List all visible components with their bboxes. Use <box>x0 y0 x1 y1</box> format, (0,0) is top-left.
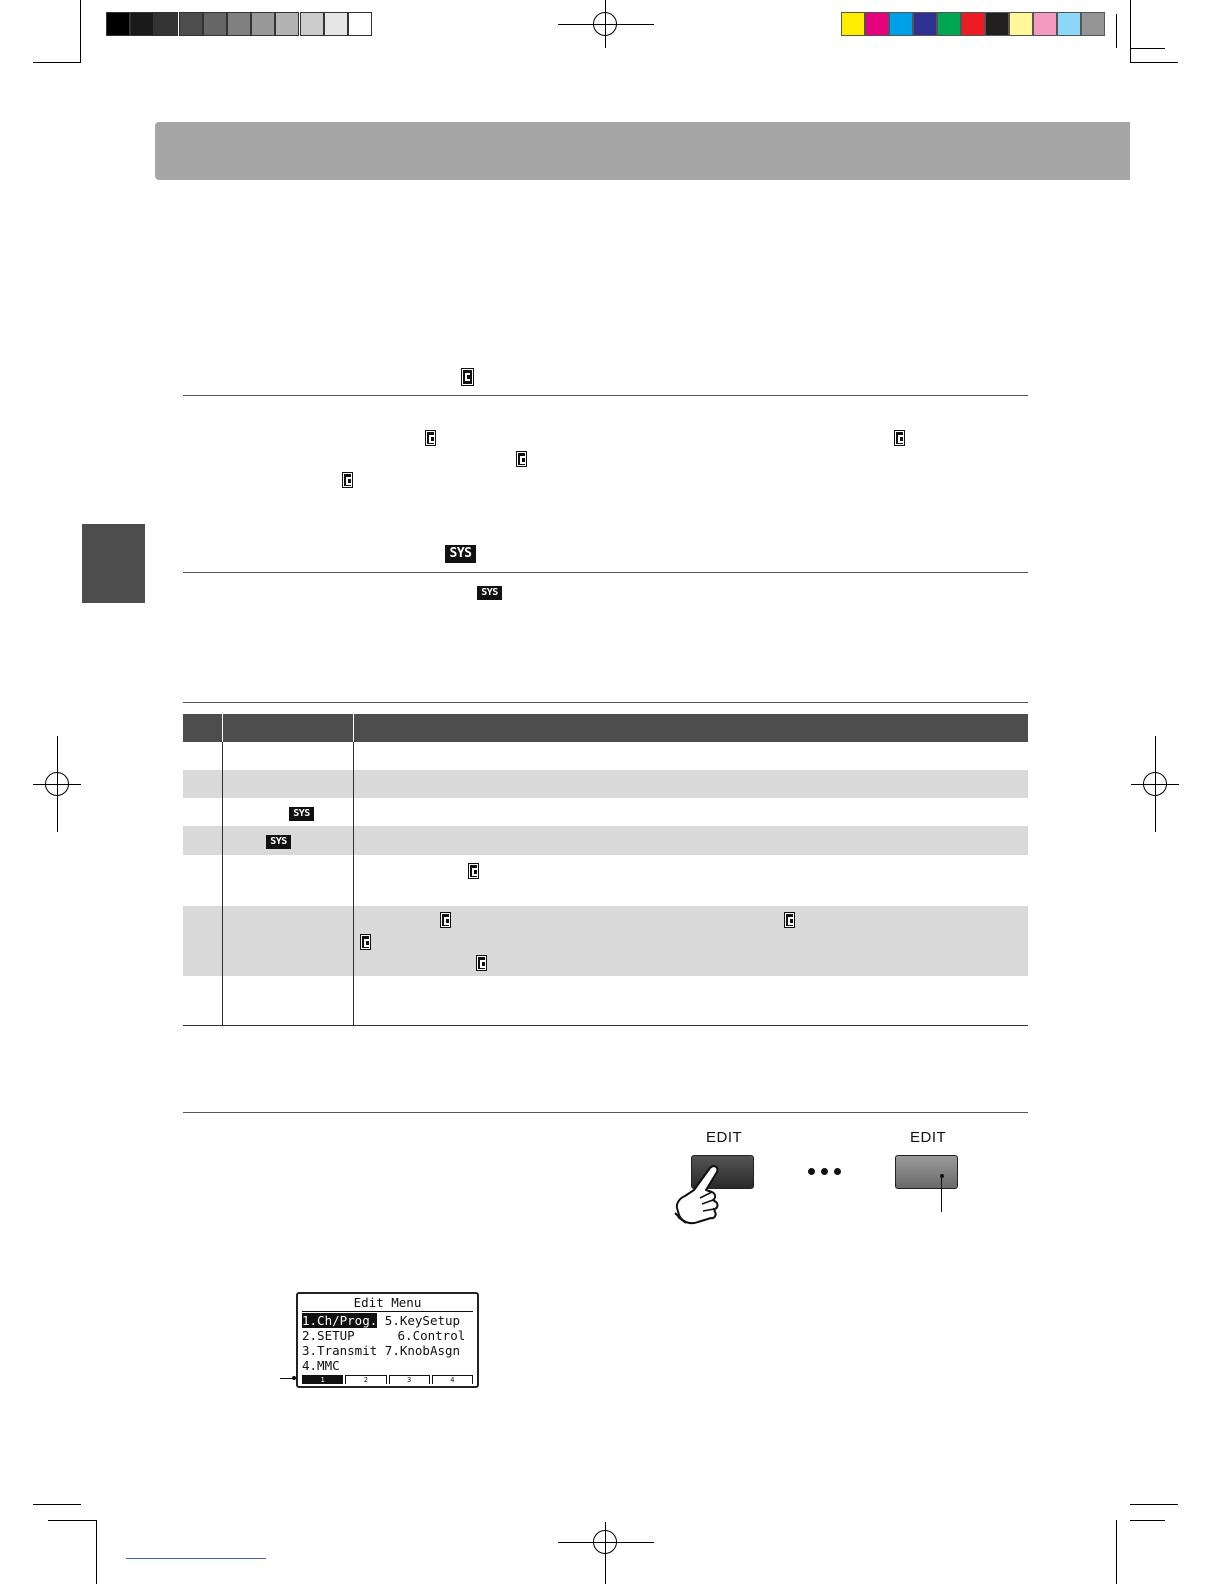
grayscale-swatch <box>179 12 203 36</box>
channel-c-icon <box>895 431 904 445</box>
ellipsis-dot <box>821 1168 828 1175</box>
table-header-divider <box>353 714 354 742</box>
section-divider <box>183 1112 1028 1113</box>
color-swatch <box>961 12 985 36</box>
lcd-title-underline <box>302 1311 473 1312</box>
lcd-menu-item[interactable]: 7.KnobAsgn <box>384 1343 461 1358</box>
color-swatch <box>889 12 913 36</box>
lcd-menu-item[interactable]: 2.SETUP <box>302 1328 355 1343</box>
table-column-divider <box>353 742 354 1025</box>
section-divider <box>183 572 1028 573</box>
channel-c-icon <box>343 473 352 487</box>
lcd-menu-row <box>302 1314 460 1328</box>
color-swatch <box>1057 12 1081 36</box>
chapter-side-tab <box>82 524 145 603</box>
lcd-menu-item[interactable]: 5.KeySetup <box>384 1313 461 1328</box>
system-sys-icon: SYS <box>289 807 314 821</box>
lcd-page-tabs <box>302 1375 473 1384</box>
lcd-page-tab[interactable]: 1 <box>302 1375 343 1384</box>
pressing-finger-icon <box>672 1162 732 1228</box>
table-row <box>183 976 1028 1025</box>
grayscale-swatch <box>275 12 299 36</box>
color-swatch <box>1033 12 1057 36</box>
lcd-page-tab[interactable]: 4 <box>432 1375 473 1384</box>
table-top-rule <box>183 702 1028 703</box>
grayscale-swatch <box>348 12 372 36</box>
grayscale-swatch <box>203 12 227 36</box>
color-swatch <box>985 12 1009 36</box>
ellipsis-dot <box>834 1168 841 1175</box>
system-sys-icon: SYS <box>266 835 291 849</box>
edit-button-lit[interactable] <box>895 1155 958 1189</box>
grayscale-swatch <box>227 12 251 36</box>
system-sys-icon: SYS <box>445 545 476 563</box>
lcd-title: Edit Menu <box>353 1295 422 1310</box>
grayscale-swatch <box>130 12 154 36</box>
channel-c-icon <box>462 369 473 385</box>
grayscale-swatch <box>324 12 348 36</box>
table-header-divider <box>222 714 223 742</box>
color-swatch <box>1009 12 1033 36</box>
table-column-divider <box>222 742 223 1025</box>
section-divider <box>183 395 1028 396</box>
table-bottom-rule <box>183 1025 1028 1026</box>
color-swatch <box>865 12 889 36</box>
chapter-header-band <box>155 122 1130 180</box>
channel-c-icon <box>477 956 486 970</box>
table-row <box>183 770 1028 798</box>
color-swatch <box>841 12 865 36</box>
grayscale-swatch <box>154 12 178 36</box>
channel-c-icon <box>441 913 450 927</box>
lcd-menu-item[interactable]: 4.MMC <box>302 1358 340 1373</box>
table-header <box>183 714 1028 742</box>
lcd-edit-menu-screen <box>296 1292 479 1388</box>
channel-c-icon <box>361 935 370 949</box>
footer-link-underline <box>126 1558 266 1559</box>
lcd-page-tab[interactable]: 3 <box>389 1375 430 1384</box>
callout-line <box>941 1177 942 1212</box>
edit-button-label: EDIT <box>910 1129 947 1146</box>
table-row <box>183 826 1028 855</box>
grayscale-swatch <box>251 12 275 36</box>
lcd-menu-item-selected[interactable]: 1.Ch/Prog. <box>302 1313 378 1328</box>
lcd-menu-item[interactable]: 3.Transmit <box>302 1343 378 1358</box>
table-row <box>183 742 1028 770</box>
lcd-menu-row <box>302 1329 465 1343</box>
system-sys-icon: SYS <box>477 586 502 600</box>
lcd-page-tab[interactable]: 2 <box>345 1375 386 1384</box>
table-row <box>183 906 1028 976</box>
lcd-menu-row <box>302 1359 340 1373</box>
channel-c-icon <box>517 452 526 466</box>
callout-dot <box>292 1376 296 1380</box>
edit-button-label: EDIT <box>706 1129 743 1146</box>
color-swatch <box>913 12 937 36</box>
channel-c-icon <box>426 431 435 445</box>
lcd-menu-item[interactable]: 6.Control <box>397 1328 466 1343</box>
lcd-menu-row <box>302 1344 460 1358</box>
grayscale-swatch <box>300 12 324 36</box>
channel-c-icon <box>469 864 478 878</box>
color-swatch <box>1081 12 1105 36</box>
color-swatch <box>937 12 961 36</box>
grayscale-swatch <box>106 12 130 36</box>
ellipsis-dot <box>808 1168 815 1175</box>
channel-c-icon <box>785 913 794 927</box>
table-row <box>183 855 1028 906</box>
